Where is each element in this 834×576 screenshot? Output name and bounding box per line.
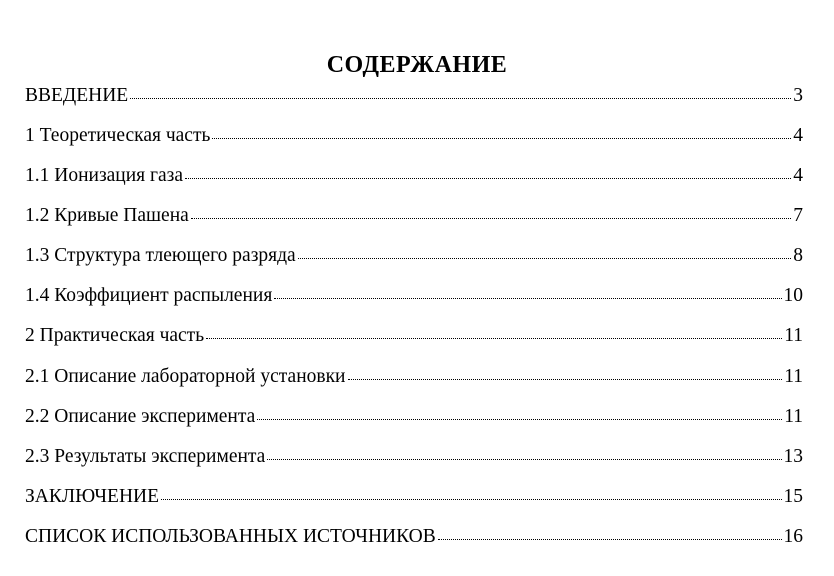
toc-entry-page: 15 [783, 486, 803, 508]
toc-entry-label: 1.1 Ионизация газа [25, 164, 184, 186]
toc-entry-page: 11 [784, 365, 803, 387]
toc-entry-label: 2 Практическая часть [25, 325, 205, 347]
toc-entry-page: 11 [784, 325, 803, 347]
dot-leader [185, 158, 791, 179]
toc-entry-page: 3 [793, 84, 803, 106]
toc-entry-page: 4 [793, 124, 803, 146]
toc-entry [25, 522, 803, 562]
toc-entry-label: ЗАКЛЮЧЕНИЕ [25, 486, 160, 508]
toc-entry [25, 120, 803, 160]
table-of-contents [25, 80, 803, 562]
dot-leader [206, 319, 782, 340]
dot-leader [161, 480, 781, 501]
dot-leader [267, 440, 781, 461]
toc-entry [25, 482, 803, 522]
toc-entry-page: 4 [793, 164, 803, 186]
dot-leader [274, 279, 781, 300]
toc-entry [25, 160, 803, 200]
toc-entry-label: 2.2 Описание эксперимента [25, 405, 256, 427]
toc-entry-label: 2.3 Результаты эксперимента [25, 446, 266, 467]
toc-entry-page: 10 [783, 285, 803, 307]
toc-entry-page: 8 [793, 245, 803, 267]
toc-entry [25, 401, 803, 441]
toc-entry [25, 281, 803, 321]
dot-leader [257, 399, 782, 420]
dot-leader [191, 198, 791, 219]
dot-leader [348, 359, 783, 380]
toc-entry-page: 13 [783, 446, 803, 467]
toc-entry-label: 1.2 Кривые Пашена [25, 204, 189, 226]
toc-entry-label: 1.4 Коэффициент распыления [25, 285, 273, 307]
toc-entry-label: 1 Теоретическая часть [25, 124, 211, 146]
toc-title: СОДЕРЖАНИЕ [326, 52, 508, 79]
toc-entry-label: ВВЕДЕНИЕ [25, 84, 129, 106]
dot-leader [298, 239, 792, 260]
toc-entry-label: СПИСОК ИСПОЛЬЗОВАННЫХ ИСТОЧНИКОВ [25, 526, 436, 548]
toc-entry [25, 80, 803, 120]
toc-entry-label: 1.3 Структура тлеющего разряда [25, 245, 296, 267]
toc-entry [25, 442, 803, 482]
toc-entry-page: 16 [783, 526, 803, 548]
dot-leader [438, 520, 782, 541]
toc-entry-label: 2.1 Описание лабораторной установки [25, 365, 346, 387]
dot-leader [212, 118, 791, 139]
toc-entry [25, 241, 803, 281]
toc-entry [25, 200, 803, 240]
toc-entry [25, 361, 803, 401]
toc-entry [25, 321, 803, 361]
dot-leader [130, 78, 791, 99]
toc-entry-page: 7 [793, 204, 803, 226]
toc-entry-page: 11 [784, 405, 803, 427]
